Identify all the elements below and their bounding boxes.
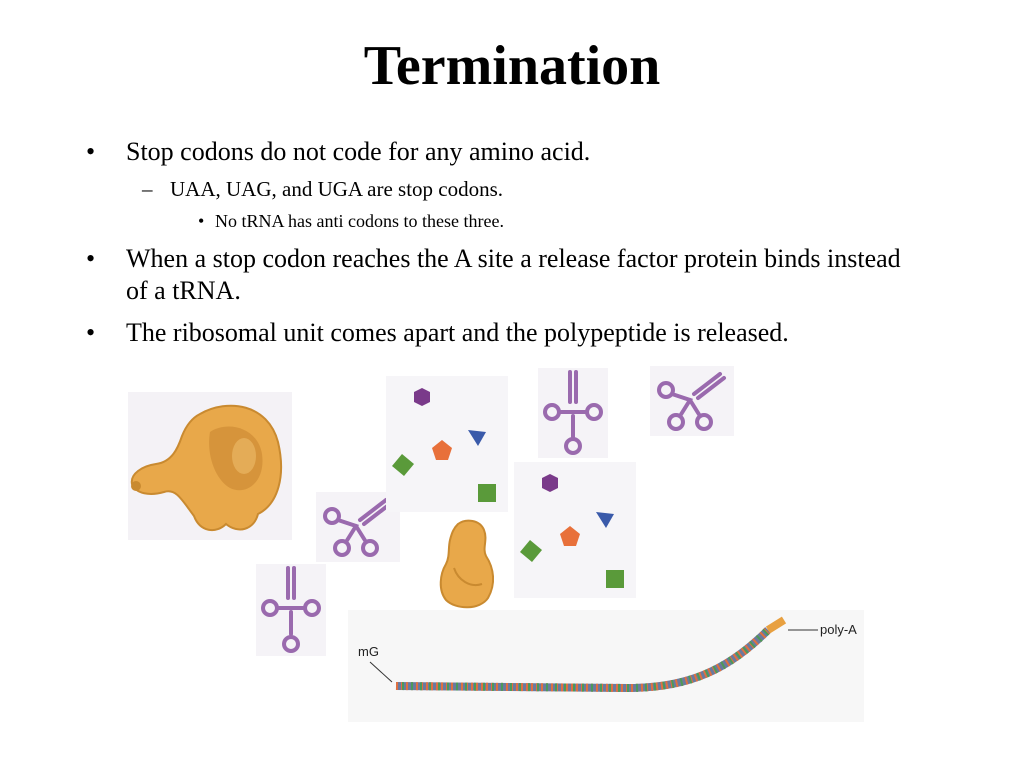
mrna-cap-label: mG bbox=[358, 644, 379, 659]
amino-acid-cluster-1-image bbox=[386, 376, 508, 512]
bullet-text: Stop codons do not code for any amino acid. bbox=[126, 137, 591, 166]
slide-title: Termination bbox=[363, 35, 661, 97]
poly-a-tail-label: poly-A bbox=[820, 622, 857, 637]
mrna-strand-image bbox=[348, 610, 864, 722]
small-ribosome-subunit-image bbox=[436, 518, 498, 610]
bullet-ribosome-apart bbox=[86, 317, 926, 349]
sub-sub-bullet-no-trna bbox=[86, 209, 926, 233]
trna-molecule-4-image bbox=[256, 564, 326, 656]
amino-acid-cluster-2-image bbox=[514, 462, 636, 598]
sub-sub-bullet-marker: • bbox=[198, 211, 205, 231]
bullet-stop-codons bbox=[86, 136, 926, 168]
bullet-text: When a stop codon reaches the A site a release factor protein binds instead of a tRNA. bbox=[126, 244, 901, 305]
bullet-text: The ribosomal unit comes apart and the polypeptide is released. bbox=[126, 318, 789, 347]
bullet-marker: • bbox=[86, 137, 96, 166]
trna-molecule-1-image bbox=[538, 368, 608, 458]
sub-sub-bullet-text: No tRNA has anti codons to these three. bbox=[215, 211, 504, 231]
bullet-marker: • bbox=[86, 318, 96, 347]
large-ribosome-subunit-image bbox=[128, 392, 292, 540]
sub-bullet-text: UAA, UAG, and UGA are stop codons. bbox=[170, 177, 504, 201]
bullet-marker: • bbox=[86, 244, 96, 273]
bullet-release-factor bbox=[86, 243, 926, 307]
sub-bullet-codon-list bbox=[86, 176, 926, 203]
bullet-list bbox=[86, 136, 926, 359]
sub-bullet-marker: – bbox=[142, 177, 153, 201]
trna-molecule-2-image bbox=[650, 366, 734, 436]
